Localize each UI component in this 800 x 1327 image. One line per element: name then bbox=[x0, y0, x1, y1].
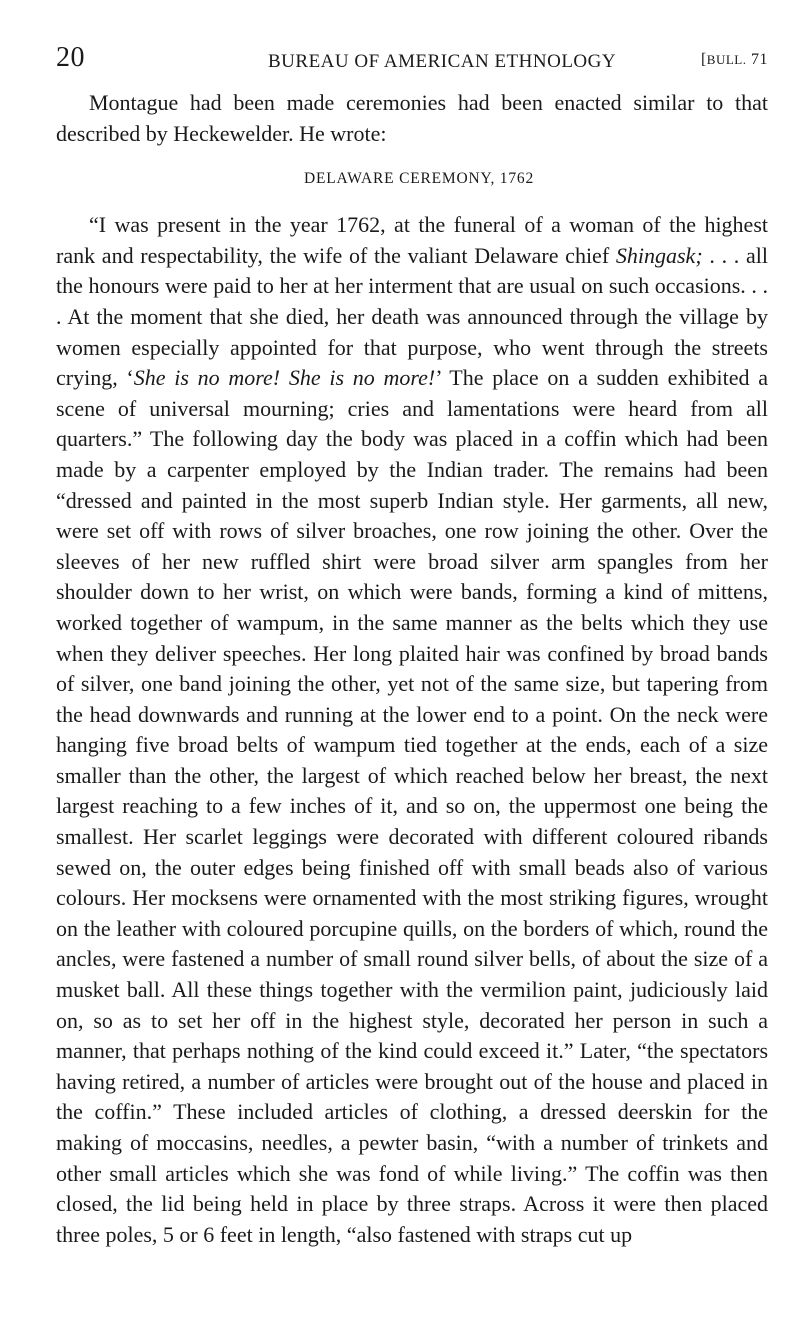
bulletin-label: BULL. bbox=[706, 52, 747, 67]
body-text-part-2: . . . all the honours were paid to her at her interment that are usual on such occasions. . . . At the moment that she died, her death was announced through the village by women especially appointed for that purpose, who went through the streets crying, ‘ bbox=[56, 242, 768, 391]
body-text-part-3: ’ The place on a sudden exhibited a scene of universal mourning; cries and lamentations were heard from all quarters.” The following day the body was placed in a coffin which had been made by a carpenter employed by the Indian trader. The remains had been “dressed and painted in the most superb Indian style. Her garments, all new, were set off with rows of silver broaches, one row joining the other. Over the sleeves of her new ruffled shirt were broad silver arm spangles from her shoulder down to her wrist, on which were bands, forming a kind of mittens, worked together of wampum, in the same manner as the belts which they use when they deliver speeches. Her long plaited hair was confined by broad bands of silver, one band joining the other, yet not of the same size, but tapering from the head downwards and running at the lower end to a point. On the neck were hanging five broad belts of wampum tied together at the ends, each of a size smaller than the other, the largest of which reached below her breast, the next largest reaching to a few inches of it, and so on, the uppermost one being the smallest. Her scarlet leggings were decorated with different coloured ribands sewed on, the outer edges being finished off with small beads also of various colours. Her mocksens were ornamented with the most striking figures, wrought on the leather with coloured porcupine quills, on the borders of which, round the ancles, were fastened a number of small round silver bells, of about the size of a musket ball. All these things together with the vermilion paint, judiciously laid on, so as to set her off in the highest style, decorated her person in such a manner, that perhaps nothing of the kind could exceed it.” Later, “the spectators having retired, a number of articles were brought out of the house and placed in the coffin.” These included articles of clothing, a dressed deerskin for the making of moccasins, needles, a pewter basin, “with a number of trinkets and other small articles which she was fond of while living.” The coffin was then closed, the lid being held in place by three straps. Across it were then placed three poles, 5 or 6 feet in length, “also fastened with straps cut up bbox=[56, 365, 768, 1247]
page-number: 20 bbox=[56, 42, 85, 73]
bulletin-number: 71 bbox=[746, 51, 768, 68]
body-paragraph bbox=[56, 210, 768, 1250]
chief-name: Shingask; bbox=[615, 242, 703, 268]
body-text-part-1: “I was present in the year 1762, at the funeral of a woman of the highest rank and respectability, the wife of the valiant Delaware chief bbox=[56, 212, 768, 268]
bulletin-reference bbox=[701, 51, 768, 69]
book-page bbox=[56, 44, 768, 1272]
mourning-cry: She is no more! She is no more! bbox=[133, 365, 436, 391]
section-heading: DELAWARE CEREMONY, 1762 bbox=[304, 170, 534, 188]
intro-paragraph: Montague had been made ceremonies had been enacted similar to that described by Heckewelder. He wrote: bbox=[56, 90, 768, 146]
running-title: BUREAU OF AMERICAN ETHNOLOGY bbox=[268, 51, 617, 72]
bulletin-bracket: [ bbox=[700, 51, 707, 68]
running-head bbox=[56, 44, 768, 84]
